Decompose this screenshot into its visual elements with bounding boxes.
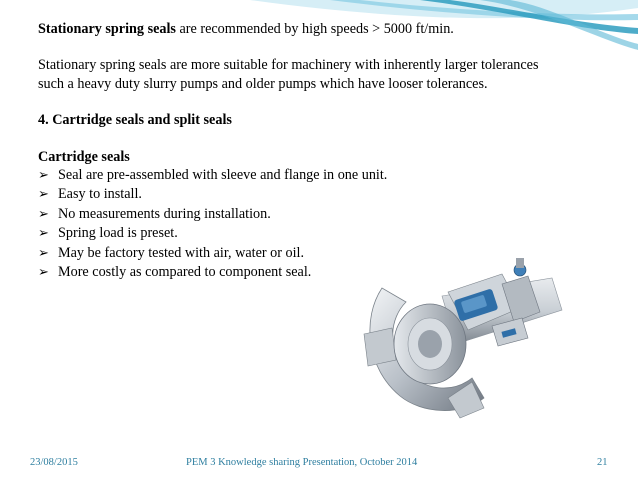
cartridge-seal-illustration <box>352 248 564 420</box>
term-stationary-spring-seals: Stationary spring seals <box>38 21 176 37</box>
section-heading: 4. Cartridge seals and split seals <box>38 112 232 129</box>
slide-body <box>38 20 558 282</box>
paragraph-stationary-tolerances: Stationary spring seals are more suitable for machinery with inherently larger tolerances such a heavy duty slurry pumps and older pumps which have looser tolerances. <box>38 57 539 92</box>
arrow-bullet-icon: ➢ <box>38 226 49 242</box>
page-number: 21 <box>597 457 608 468</box>
paragraph-stationary-speed <box>38 20 558 38</box>
footer-title: PEM 3 Knowledge sharing Presentation, October 2014 <box>186 457 418 468</box>
list-item-text: More costly as compared to component seal. <box>58 264 312 281</box>
arrow-bullet-icon: ➢ <box>38 245 49 261</box>
arrow-bullet-icon: ➢ <box>38 265 49 281</box>
paragraph-stationary-speed-text: are recommended by high speeds > 5000 ft/min. <box>175 21 454 37</box>
list-item-text: Easy to install. <box>58 186 142 203</box>
list-item-text: Seal are pre-assembled with sleeve and flange in one unit. <box>58 167 388 184</box>
arrow-bullet-icon: ➢ <box>38 187 49 203</box>
footer-date: 23/08/2015 <box>30 457 78 468</box>
list-item-text: No measurements during installation. <box>58 205 271 222</box>
footer <box>0 457 638 473</box>
list-item <box>38 224 558 243</box>
list-item-text: Spring load is preset. <box>58 225 178 242</box>
arrow-bullet-icon: ➢ <box>38 168 49 184</box>
list-item <box>38 185 558 204</box>
arrow-bullet-icon: ➢ <box>38 206 49 222</box>
sub-heading: Cartridge seals <box>38 148 130 165</box>
list-item-text: May be factory tested with air, water or oil. <box>58 244 305 261</box>
list-item <box>38 166 558 185</box>
list-item <box>38 205 558 224</box>
